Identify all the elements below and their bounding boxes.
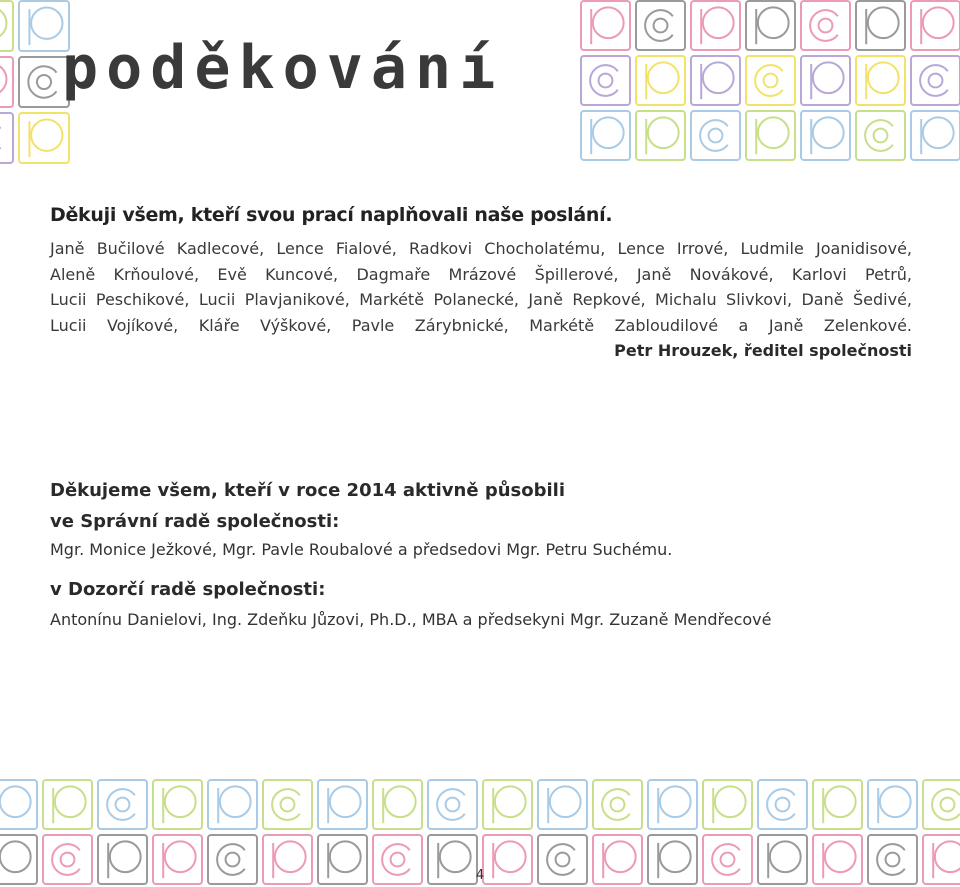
tile-p-icon — [581, 1, 630, 50]
tile-p-icon — [691, 1, 740, 50]
decorative-tiles-top-right — [578, 0, 960, 163]
tile-c-icon — [0, 113, 13, 163]
tile-p-icon — [483, 780, 532, 829]
tile-c-icon — [923, 780, 960, 829]
tile-p-icon — [581, 111, 630, 160]
tile-c-icon — [691, 111, 740, 160]
tile-c-icon — [98, 780, 147, 829]
tile-p-icon — [648, 780, 697, 829]
tile-p-icon — [636, 111, 685, 160]
staff-names-paragraph — [50, 236, 912, 360]
tile-p-icon — [0, 780, 37, 829]
tile-p-icon — [856, 1, 905, 50]
tile-c-icon — [636, 1, 685, 50]
page-number: 4 — [475, 868, 485, 883]
tile-p-icon — [746, 1, 795, 50]
staff-thanks-heading: Děkuji všem, kteří svou prací naplňovali naše poslání. — [50, 204, 613, 226]
supervisory-board-members: Antonínu Danielovi, Ing. Zdeňku Jůzovi, Ph.D., MBA a předsekyni Mgr. Zuzaně Mendřecové — [50, 610, 772, 629]
board-thanks-section — [50, 480, 912, 629]
director-signature: Petr Hrouzek, ředitel společnosti — [614, 341, 912, 360]
tile-c-icon — [746, 56, 795, 105]
tile-p-icon — [318, 780, 367, 829]
tile-c-icon — [593, 780, 642, 829]
tile-p-icon — [208, 780, 257, 829]
administrative-board-members: Mgr. Monice Ježkové, Mgr. Pavle Roubalové a předsedovi Mgr. Petru Suchému. — [50, 540, 673, 559]
tile-p-icon — [43, 780, 92, 829]
tile-c-icon — [911, 56, 960, 105]
tile-p-icon — [746, 111, 795, 160]
tile-p-icon — [911, 111, 960, 160]
tile-p-icon — [813, 780, 862, 829]
tile-c-icon — [263, 780, 312, 829]
staff-names-line: Lucii Peschikové, Lucii Plavjanikové, Markétě Polanecké, Janě Repkové, Michalu Slivkovi, Daně Šedivé, — [50, 290, 912, 309]
tile-p-icon — [538, 780, 587, 829]
supervisory-board-heading: v Dozorčí radě společnosti: — [50, 579, 326, 600]
tile-p-icon — [19, 113, 69, 163]
tile-c-icon — [801, 1, 850, 50]
tile-p-icon — [0, 57, 13, 107]
tile-p-icon — [911, 1, 960, 50]
tile-p-icon — [801, 56, 850, 105]
tile-p-icon — [373, 780, 422, 829]
staff-thanks-section — [50, 204, 912, 226]
tile-p-icon — [636, 56, 685, 105]
tile-p-icon — [856, 56, 905, 105]
tile-c-icon — [758, 780, 807, 829]
page-title: poděkování — [62, 33, 504, 103]
tile-p-icon — [868, 780, 917, 829]
tile-p-icon — [703, 780, 752, 829]
tile-grid — [578, 0, 960, 163]
administrative-board-heading: ve Správní radě společnosti: — [50, 511, 340, 532]
tile-p-icon — [801, 111, 850, 160]
tile-p-icon — [691, 56, 740, 105]
staff-names-line: Janě Bučilové Kadlecové, Lence Fialové, Radkovi Chocholatému, Lence Irrové, Ludmile Joanidisové, — [50, 239, 912, 258]
tile-p-icon — [153, 780, 202, 829]
tile-c-icon — [428, 780, 477, 829]
tile-c-icon — [856, 111, 905, 160]
board-thanks-heading: Děkujeme všem, kteří v roce 2014 aktivně působili — [50, 480, 565, 501]
tile-c-icon — [581, 56, 630, 105]
staff-names-line: Aleně Krňoulové, Evě Kuncové, Dagmaře Mrázové Špillerové, Janě Novákové, Karlovi Petrů, — [50, 264, 912, 284]
tile-p-icon — [0, 1, 13, 51]
staff-names-line: Lucii Vojíkové, Kláře Výškové, Pavle Zárybnické, Markétě Zabloudilové a Janě Zelenkové. — [50, 315, 912, 335]
